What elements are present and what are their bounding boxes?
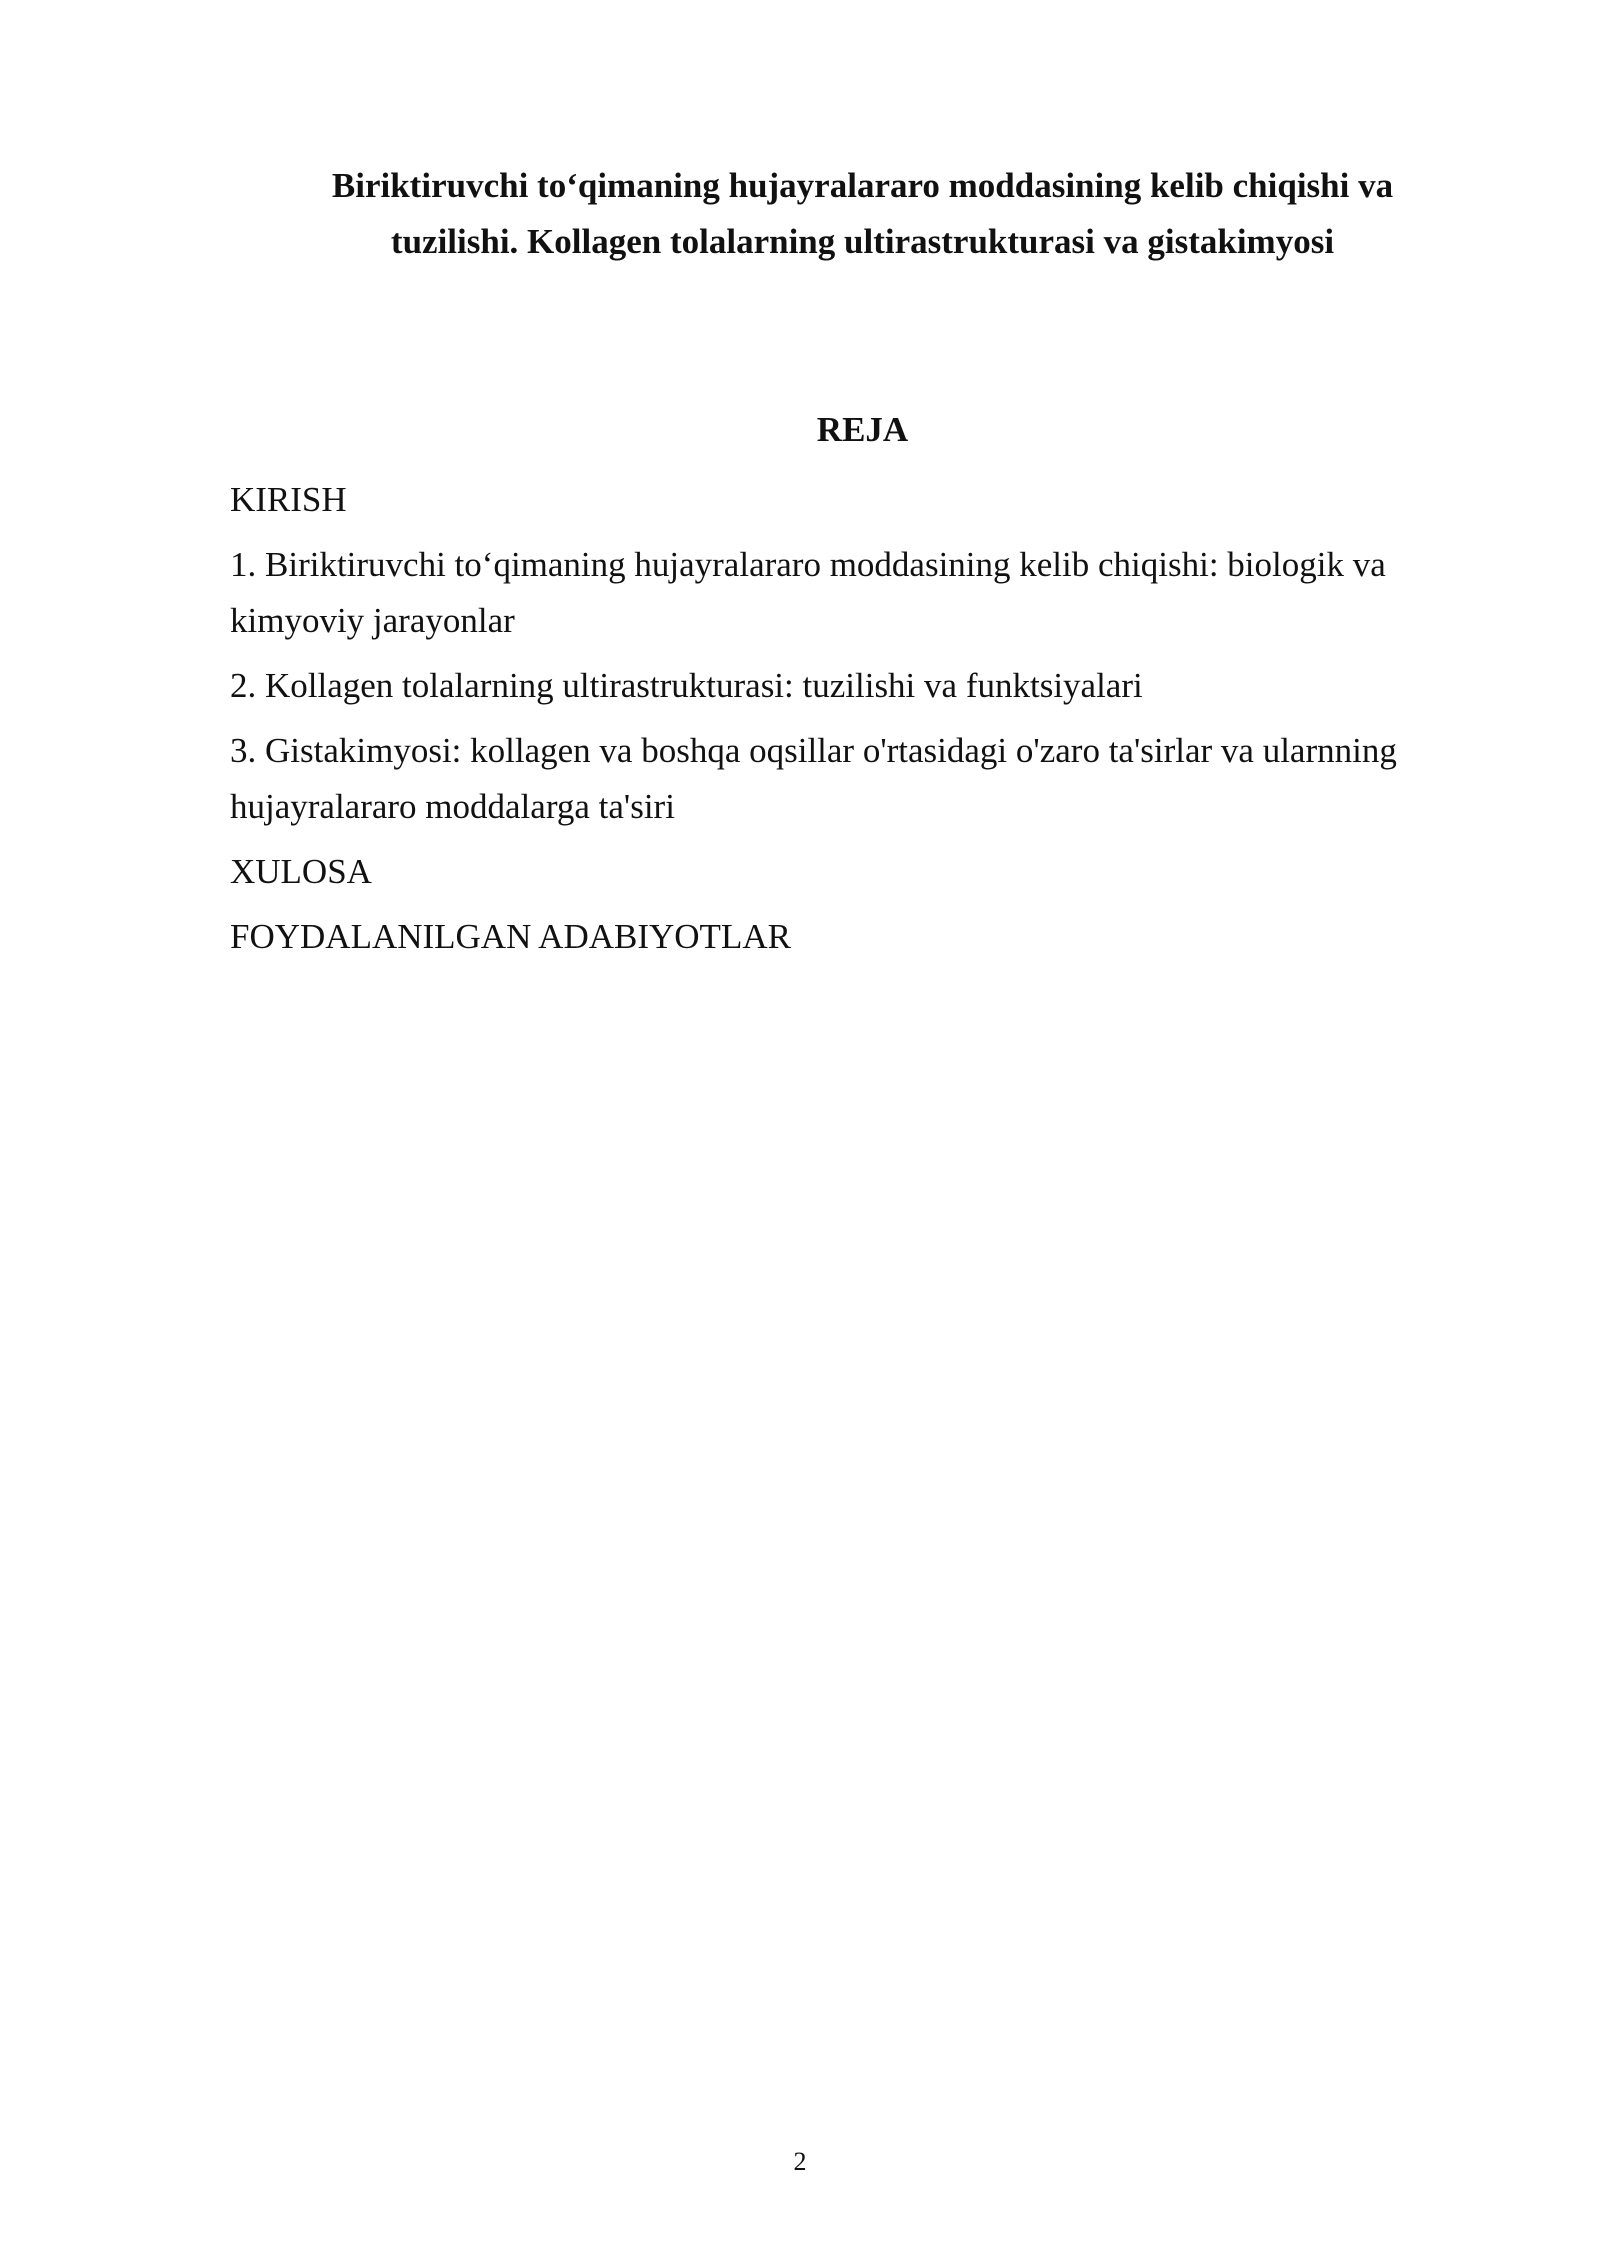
- plan-item-introduction: KIRISH: [230, 480, 347, 519]
- plan-item-3: 3. Gistakimyosi: kollagen va boshqa oqsillar o'rtasidagi o'zaro ta'sirlar va ularnning hujayralararo moddalarga ta'siri: [230, 731, 1397, 826]
- plan-heading: REJA: [816, 410, 909, 449]
- plan-item-2: 2. Kollagen tolalarning ultirastrukturasi: tuzilishi va funktsiyalari: [230, 666, 1143, 705]
- plan-item-1: 1. Biriktiruvchi to‘qimaning hujayralararo moddasining kelib chiqishi: biologik va kimyoviy jarayonlar: [230, 545, 1386, 640]
- plan-list: [230, 472, 1495, 974]
- document-title-line-2: tuzilishi. Kollagen tolalarning ultirastrukturasi va gistakimyosi: [390, 222, 1335, 261]
- plan-item-references: FOYDALANILGAN ADABIYOTLAR: [230, 917, 791, 956]
- document-title-line-1: Biriktiruvchi to‘qimaning hujayralararo moddasining kelib chiqishi va: [331, 166, 1394, 205]
- page-number: 2: [793, 2147, 807, 2176]
- document-title: [230, 158, 1495, 270]
- plan-item-conclusion: XULOSA: [230, 852, 372, 891]
